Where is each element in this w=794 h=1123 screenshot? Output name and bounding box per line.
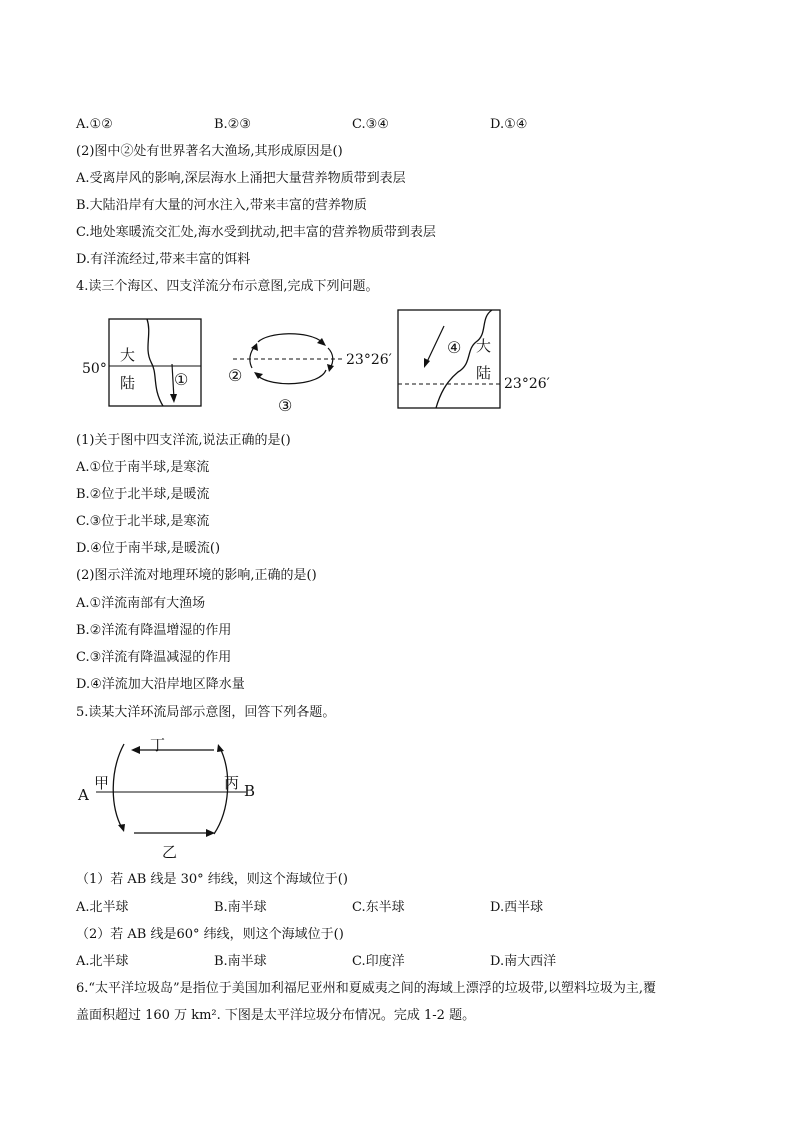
panel3-coastline	[436, 310, 492, 408]
q3-sub2-option-c: C.地处寒暖流交汇处,海水受到扰动,把丰富的营养物质带到表层	[76, 225, 436, 240]
q3-sub2-option-d: D.有洋流经过,带来丰富的饵料	[76, 252, 251, 267]
panel2-current-bottom	[258, 370, 326, 384]
current-3-label: ③	[278, 396, 293, 415]
q6-stem-line2: 盖面积超过 160 万 km². 下图是太平洋垃圾分布情况。完成 1-2 题。	[76, 1008, 476, 1023]
q5-bottom-arrow-head	[206, 829, 215, 837]
q6-stem-line1: 6.“太平洋垃圾岛”是指位于美国加利福尼亚州和夏威夷之间的海域上漂浮的垃圾带,以塑料垃圾为主,覆	[76, 981, 656, 996]
panel1-arrow-head	[170, 394, 177, 403]
q3-option-d: D.①④	[490, 117, 528, 132]
panel1-land-char1: 大	[120, 346, 136, 364]
q5-right-arc-head	[217, 744, 224, 752]
q5-label-yi: 乙	[162, 843, 178, 861]
panel3-latitude-label: 23°26′	[504, 376, 550, 392]
panel2-arrow-head-right	[327, 364, 334, 372]
panel3-land-char2: 陆	[476, 364, 492, 382]
q3-sub2-stem: (2)图中②处有世界著名大渔场,其形成原因是()	[76, 144, 343, 159]
q3-sub2-option-b: B.大陆沿岸有大量的河水注入,带来丰富的营养物质	[76, 198, 367, 213]
q5-left-arc	[113, 744, 124, 828]
panel2-latitude-label: 23°26′	[346, 352, 392, 368]
q4-sub1-option-b: B.②位于北半球,是暖流	[76, 487, 210, 502]
q5-left-arc-head	[118, 824, 125, 832]
q4-sub2-option-c: C.③洋流有降温减湿的作用	[76, 650, 232, 665]
q4-sub1-stem: (1)关于图中四支洋流,说法正确的是()	[76, 433, 291, 448]
q5-ocean-circulation-figure	[74, 730, 274, 865]
q5-sub1-option-a: A.北半球	[76, 900, 129, 915]
q5-sub2-stem: （2）若 AB 线是60° 纬线，则这个海域位于()	[76, 927, 344, 942]
q5-sub1-option-d: D.西半球	[490, 900, 544, 915]
q4-sub2-stem: (2)图示洋流对地理环境的影响,正确的是()	[76, 568, 317, 583]
current-2-label: ②	[228, 366, 243, 385]
current-4-label: ④	[447, 338, 462, 357]
panel1-latitude-label: 50°	[82, 361, 107, 377]
q5-sub2-option-d: D.南大西洋	[490, 954, 557, 969]
q5-top-arrow-head	[131, 746, 140, 754]
q4-sub2-option-b: B.②洋流有降温增湿的作用	[76, 623, 232, 638]
q5-label-jia: 甲	[94, 774, 110, 792]
q4-ocean-current-figure	[80, 306, 560, 416]
panel3-arrow-head	[424, 358, 430, 368]
q5-sub2-option-a: A.北半球	[76, 954, 129, 969]
panel2-current-top	[258, 334, 322, 342]
panel1-coastline	[147, 319, 163, 406]
q5-label-bing: 丙	[224, 774, 240, 792]
panel3-current-arrow	[426, 326, 444, 364]
q3-option-a: A.①②	[76, 117, 113, 132]
q5-sub1-stem: （1）若 AB 线是 30° 纬线，则这个海域位于()	[76, 872, 348, 887]
q3-sub2-option-a: A.受离岸风的影响,深层海水上涌把大量营养物质带到表层	[76, 171, 406, 186]
q3-option-c: C.③④	[352, 117, 389, 132]
panel1-land-char2: 陆	[120, 374, 136, 392]
q5-sub2-option-b: B.南半球	[214, 954, 267, 969]
q5-label-b: B	[244, 782, 256, 800]
current-1-label: ①	[174, 370, 189, 389]
q4-sub1-option-d: D.④位于南半球,是暖流()	[76, 541, 221, 556]
q5-sub1-option-c: C.东半球	[352, 900, 405, 915]
q3-option-b: B.②③	[214, 117, 251, 132]
q5-sub2-option-c: C.印度洋	[352, 954, 405, 969]
q5-label-ding: 丁	[150, 736, 166, 754]
q4-sub1-option-a: A.①位于南半球,是寒流	[76, 460, 210, 475]
q4-sub2-option-d: D.④洋流加大沿岸地区降水量	[76, 677, 245, 692]
q5-label-a: A	[78, 786, 89, 804]
q4-sub1-option-c: C.③位于北半球,是寒流	[76, 514, 210, 529]
q5-stem: 5.读某大洋环流局部示意图，回答下列各题。	[76, 705, 336, 720]
q4-sub2-option-a: A.①洋流南部有大渔场	[76, 596, 206, 611]
q5-sub1-option-b: B.南半球	[214, 900, 267, 915]
q4-stem: 4.读三个海区、四支洋流分布示意图,完成下列问题。	[76, 279, 379, 294]
panel3-land-char1: 大	[476, 337, 492, 355]
